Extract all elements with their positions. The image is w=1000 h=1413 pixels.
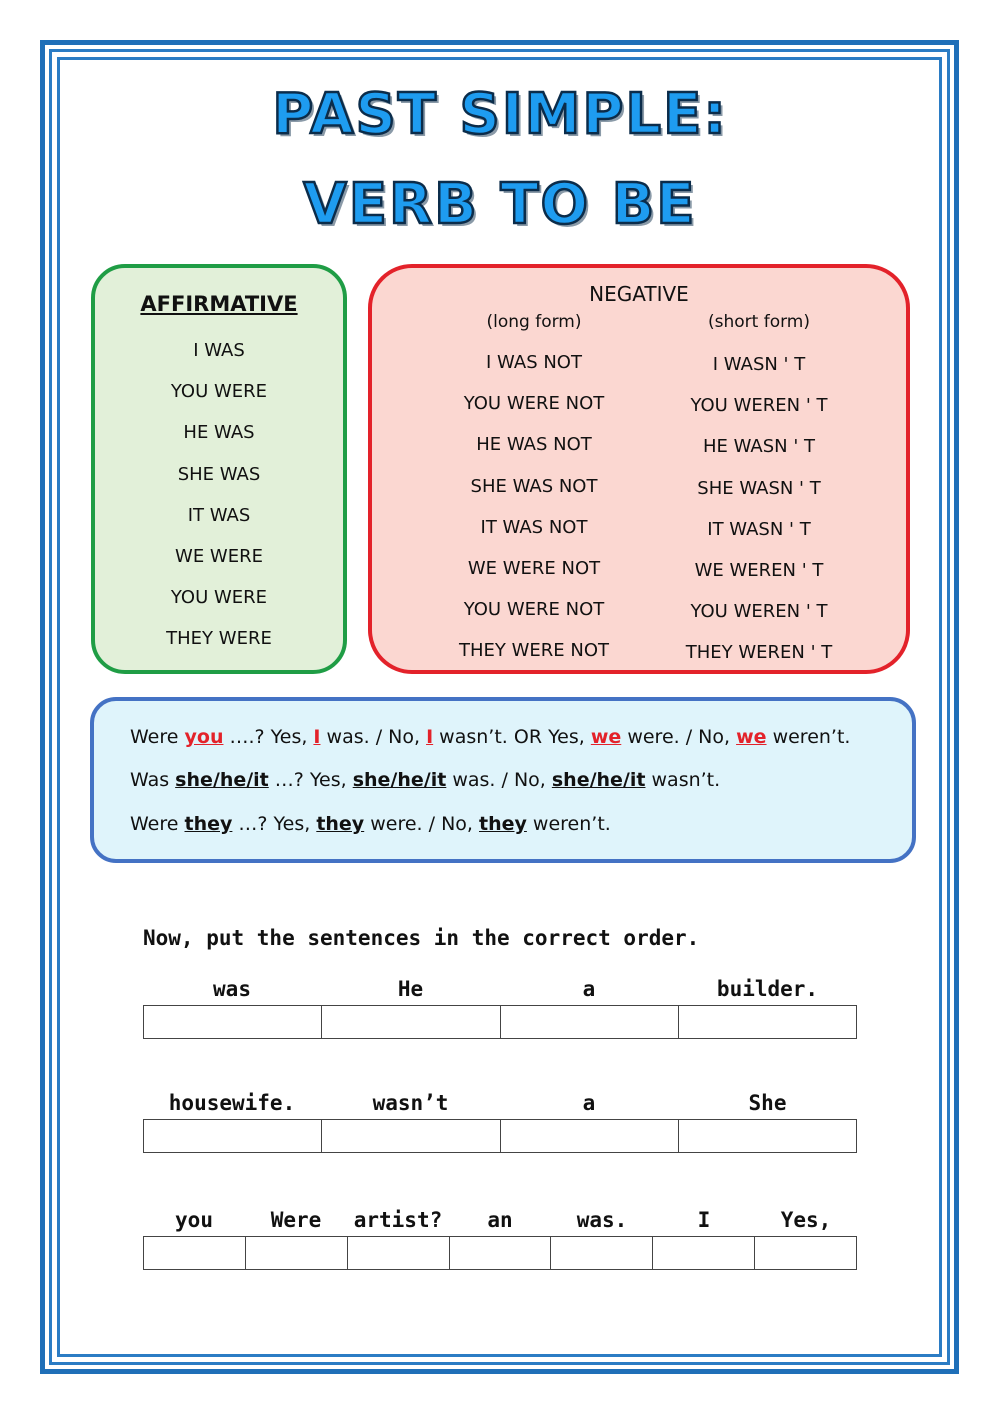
qa-text: …? Yes, (268, 769, 353, 791)
negative-long-item: I WAS NOT (486, 352, 582, 373)
long-form-label: (long form) (486, 312, 582, 332)
negative-long-item: HE WAS NOT (476, 434, 592, 456)
answer-box[interactable] (679, 1006, 856, 1038)
qa-pronoun-highlight: we (736, 726, 767, 748)
negative-short-item: THEY WEREN ' T (685, 642, 833, 664)
qa-text: Were (130, 726, 185, 748)
affirmative-item: I WAS (193, 340, 245, 361)
scrambled-word: was. (576, 1208, 628, 1232)
affirmative-item: YOU WERE (170, 587, 268, 609)
qa-pronoun: she/he/it (352, 769, 447, 791)
affirmative-heading: AFFIRMATIVE (140, 292, 298, 316)
answer-box[interactable] (144, 1120, 322, 1152)
affirmative-item: HE WAS (183, 422, 255, 444)
answer-box[interactable] (144, 1237, 246, 1269)
answer-box[interactable] (144, 1006, 322, 1038)
negative-long-item: SHE WAS NOT (470, 475, 598, 497)
scrambled-word: you (175, 1208, 213, 1232)
qa-pronoun: she/he/it (551, 769, 646, 791)
scrambled-word: Were (270, 1208, 322, 1232)
affirmative-item: YOU WERE (170, 381, 268, 403)
answer-box[interactable] (679, 1120, 856, 1152)
negative-short-item: IT WASN ' T (707, 518, 811, 540)
scrambled-word: He (397, 977, 424, 1001)
scrambled-word: was (213, 977, 251, 1001)
answer-box[interactable] (551, 1237, 653, 1269)
affirmative-item: WE WERE (175, 545, 263, 567)
qa-pronoun-highlight: you (184, 726, 224, 748)
answer-box[interactable] (501, 1120, 679, 1152)
answer-box[interactable] (755, 1237, 856, 1269)
negative-long-list (419, 350, 649, 680)
affirmative-item: THEY WERE (166, 628, 272, 650)
negative-short-item: YOU WEREN ' T (690, 395, 828, 417)
negative-short-item: YOU WEREN ' T (690, 601, 828, 623)
title-line-1: PAST SIMPLE: (272, 82, 728, 147)
negative-long-item: YOU WERE NOT (463, 599, 605, 621)
qa-text: was. / No, (446, 769, 552, 791)
answer-grid-1 (143, 1005, 857, 1039)
answer-box[interactable] (246, 1237, 348, 1269)
negative-short-item: I WASN ' T (712, 354, 806, 375)
qa-text: were. / No, (621, 726, 737, 748)
questions-box (90, 697, 916, 863)
affirmative-list (95, 338, 343, 668)
qa-text: …? Yes, (232, 813, 317, 835)
negative-short-list (644, 352, 874, 682)
negative-long-item: THEY WERE NOT (458, 640, 610, 662)
answer-box[interactable] (322, 1006, 500, 1038)
qa-pronoun-highlight: we (590, 726, 622, 748)
affirmative-item: SHE WAS (177, 463, 261, 485)
negative-short-item: WE WEREN ' T (694, 559, 824, 581)
title-line-2: VERB TO BE (303, 172, 697, 237)
scrambled-word: housewife. (168, 1091, 296, 1115)
qa-text: wasn’t. OR Yes, (433, 726, 591, 748)
answer-grid-3 (143, 1236, 857, 1270)
qa-pronoun: she/he/it (175, 769, 269, 791)
qa-pronoun: they (479, 813, 527, 835)
scrambled-word: a (582, 1091, 596, 1115)
answer-box[interactable] (450, 1237, 552, 1269)
scrambled-word: I (697, 1208, 711, 1232)
qa-pronoun-highlight: I (313, 726, 321, 748)
answer-box[interactable] (322, 1120, 500, 1152)
question-line-you (130, 726, 850, 748)
qa-text: was. / No, (320, 726, 427, 748)
qa-text: were. / No, (364, 813, 479, 835)
qa-text: weren’t. (766, 726, 851, 748)
affirmative-item: IT WAS (187, 504, 251, 526)
qa-text: Was (130, 769, 176, 791)
scrambled-word: She (748, 1091, 787, 1115)
question-line-they (130, 813, 611, 835)
qa-text: ….? Yes, (223, 726, 314, 748)
answer-box[interactable] (501, 1006, 679, 1038)
qa-text: Were (130, 813, 185, 835)
question-line-she-he-it (130, 769, 720, 791)
negative-short-item: SHE WASN ' T (697, 477, 821, 499)
negative-long-item: WE WERE NOT (467, 557, 601, 579)
short-form-label: (short form) (708, 312, 810, 332)
negative-long-item: YOU WERE NOT (463, 393, 605, 415)
negative-short-item: HE WASN ' T (702, 436, 816, 458)
negative-long-item: IT WAS NOT (480, 516, 588, 538)
qa-text: weren’t. (526, 813, 611, 835)
answer-grid-2 (143, 1119, 857, 1153)
qa-pronoun-highlight: I (426, 726, 434, 748)
answer-box[interactable] (348, 1237, 450, 1269)
affirmative-box (91, 264, 347, 674)
scrambled-word: Yes, (780, 1208, 832, 1232)
negative-heading: NEGATIVE (589, 282, 689, 306)
answer-box[interactable] (653, 1237, 755, 1269)
scrambled-word: builder. (716, 977, 819, 1001)
qa-text: wasn’t. (645, 769, 721, 791)
exercise-instruction: Now, put the sentences in the correct order. (143, 926, 700, 950)
scrambled-word: artist? (353, 1208, 443, 1232)
qa-pronoun: they (316, 813, 365, 835)
qa-pronoun: they (184, 813, 233, 835)
scrambled-word: a (582, 977, 596, 1001)
scrambled-word: an (487, 1208, 513, 1232)
scrambled-word: wasn’t (372, 1091, 449, 1115)
negative-box (368, 264, 910, 674)
